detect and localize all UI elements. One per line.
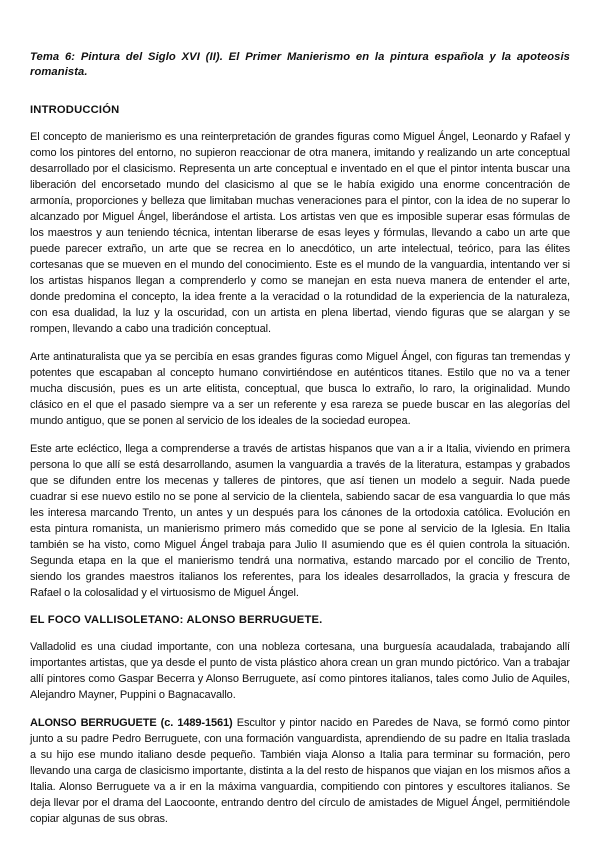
section-heading-introduccion: INTRODUCCIÓN [30,104,120,116]
paragraph-intro-1: El concepto de manierismo es una reinterpretación de grandes figuras como Miguel Ángel, Leonardo y Rafael y como los pintores del entorno, no supieron reaccionar de otra manera, imitando y realizando un arte conceptual desarrollado por el clasicismo. Representa un arte conceptual e inventado en el que el pintor intenta buscar una liberación del encorsetado mundo del clasicismo al que se le había exigido una enorme concentración de armonía, proporciones y belleza que limitaban muchas veneraciones para el pintor, con la idea de no superar lo alcanzado por Miguel Ángel, liberándose el artista. Los artistas ven que es imposible superar esas fórmulas de los maestros y aun teniendo técnica, intentan liberarse de esas leyes y fórmulas, llevando a cabo un arte que puede parecer extraño, un arte que se recrea en lo anecdótico, un arte intelectual, teórico, para las élites cortesanas que se mueven en el mundo del conocimiento. Este es el mundo de la vanguardia, intentando ver si los artistas hispanos llegan a comprenderlo y como se manejan en esta nueva manera de entender el arte, donde predomina el concepto, la idea frente a la veracidad o la rotundidad de la experiencia de la naturaleza, con esa dualidad, la luz y la oscuridad, con un artista en plena libertad, viendo figuras que se alargan y se rompen, llevando a cabo una tradición conceptual. [30,131,570,335]
paragraph-intro-2: Arte antinaturalista que ya se percibía en esas grandes figuras como Miguel Ángel, con figuras tan tremendas y potentes que escapaban al concepto humano convirtiéndose en auténticos titanes. Estilo que no va a tener mucha discusión, pues es un arte elitista, conceptual, que busca lo extraño, lo raro, la originalidad. Mundo clásico en el que el pasado siempre va a ser un referente y esa rareza se puede buscar en las alegorías del mundo antiguo, que se ponen al servicio de los ideales de la sociedad europea. [30,351,570,427]
bio-text: Escultor y pintor nacido en Paredes de Nava, se formó como pintor junto a su padre Pedro Berruguete, con una formación vanguardista, aprendiendo de su padre en Italia traslada a su hijo ese mundo italiano desde pequeño. También viaja Alonso a Italia para terminar su formación, pero llevando una carga de clasicismo importante, distinta a la del resto de hispanos que viajan en los mismos años a Italia. Alonso Berruguete va a ir en la máxima vanguardia, compitiendo con pintores y escultores italianos. Se deja llevar por el drama del Laocoonte, entrando dentro del círculo de amistades de Miguel Ángel, permitiéndole copiar algunas de sus obras. [30,717,570,825]
paragraph-intro-3: Este arte ecléctico, llega a comprenderse a través de artistas hispanos que van a ir a Italia, viviendo en primera persona lo que allí se está desarrollando, asumen la vanguardia a través de la literatura, estampas y grabados que se difunden entre los mecenas y talleres de pintores, que así tienen un modelo a seguir. Nada puede cuadrar si ese nuevo estilo no se pone al servicio de la clientela, sabiendo sacar de esa vanguardia lo que más les interesa marcando Trento, un antes y un después para los cánones de la ortodoxia católica. Evolución en esta pintura romanista, un manierismo primero más comedido que se pone al servicio de la Iglesia. En Italia también se ha visto, como Miguel Ángel trabaja para Julio II asumiendo que es él quien controla la situación. Segunda etapa en la que el manierismo tendrá una normativa, estando marcado por el concilio de Trento, siendo los grandes maestros italianos los referentes, para los ideales desarrollados, la gracia y frescura de Rafael o la colosalidad y el virtuosismo de Miguel Ángel. [30,443,570,599]
document-title: Tema 6: Pintura del Siglo XVI (II). El Primer Manierismo en la pintura española y la apoteosis romanista. [30,51,570,78]
paragraph-berruguete-bio [30,715,570,827]
bio-lead: ALONSO BERRUGUETE (c. 1489-1561) [30,717,233,729]
section-heading-foco-vallisoletano: EL FOCO VALLISOLETANO: ALONSO BERRUGUETE. [30,614,323,626]
paragraph-valladolid: Valladolid es una ciudad importante, con una nobleza cortesana, una burguesía acaudalada, trabajando allí importantes artistas, que ya desde el punto de vista plástico ahora crean un gran mundo pictórico. Van a trabajar allí pintores como Gaspar Becerra y Alonso Berruguete, así como pintores italianos, tales como Julio de Aquiles, Alejandro Mayner, Puppini o Bagnacavallo. [30,641,570,701]
